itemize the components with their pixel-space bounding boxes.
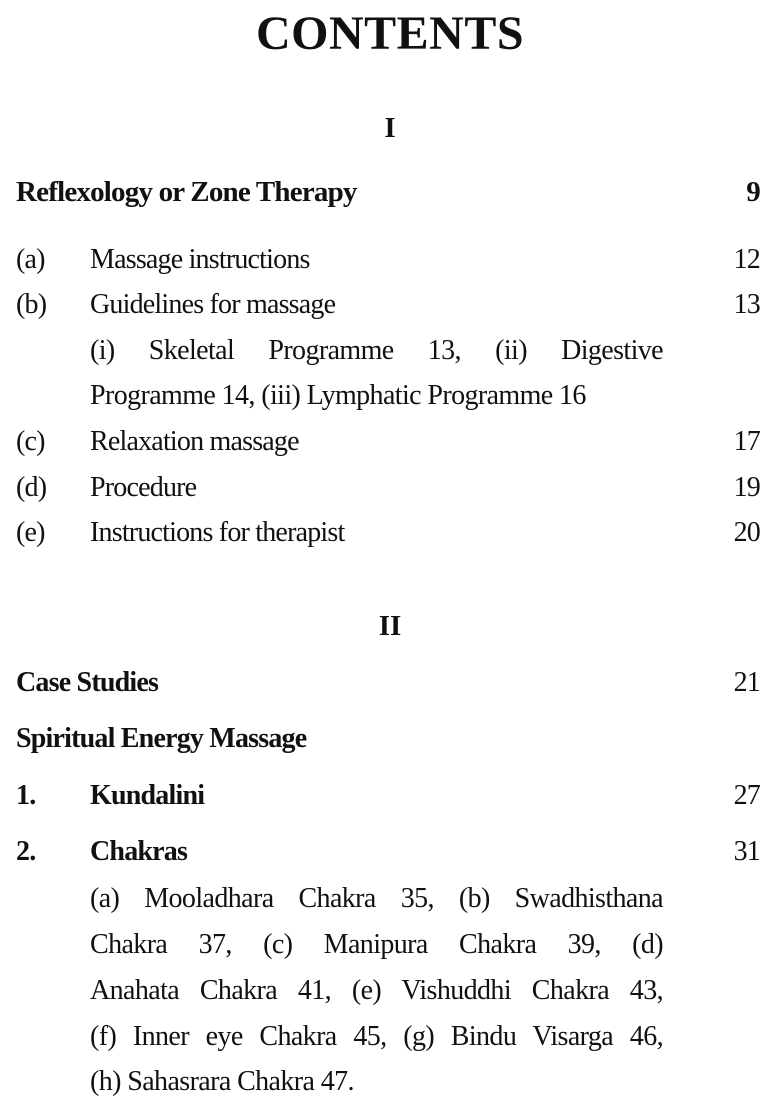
toc-subentry-line: (i) Skeletal Programme 13, (ii) Digestive: [90, 335, 663, 366]
toc-item-massage-instructions: Massage instructions: [90, 244, 310, 275]
toc-subentry-line: Programme 14, (iii) Lymphatic Programme 16: [90, 380, 586, 411]
toc-item-marker: (c): [16, 426, 45, 457]
toc-item-chakras: Chakras: [90, 836, 188, 867]
toc-item-page: 12: [733, 244, 760, 275]
toc-heading-reflexology: Reflexology or Zone Therapy: [16, 176, 357, 208]
toc-item-kundalini: Kundalini: [90, 780, 205, 811]
toc-item-procedure: Procedure: [90, 472, 197, 503]
toc-heading-case-studies: Case Studies: [16, 667, 159, 698]
toc-item-page: 20: [733, 517, 760, 548]
toc-item-page: 17: [733, 426, 760, 457]
toc-heading-spiritual-energy-massage: Spiritual Energy Massage: [16, 723, 307, 754]
toc-subentry-line: Anahata Chakra 41, (e) Vishuddhi Chakra 43,: [90, 975, 663, 1006]
toc-item-marker: 1.: [16, 780, 36, 811]
page-title: CONTENTS: [255, 7, 525, 60]
toc-item-marker: (b): [16, 289, 47, 320]
toc-item-marker: (d): [16, 472, 47, 503]
toc-item-marker: 2.: [16, 836, 36, 867]
toc-page-case-studies: 21: [733, 667, 760, 698]
toc-subentry-line: (f) Inner eye Chakra 45, (g) Bindu Visarga 46,: [90, 1021, 663, 1052]
toc-subentry-line: Chakra 37, (c) Manipura Chakra 39, (d): [90, 929, 663, 960]
toc-item-page: 31: [733, 836, 760, 867]
toc-item-marker: (a): [16, 244, 45, 275]
toc-item-page: 19: [733, 472, 760, 503]
toc-item-page: 27: [733, 780, 760, 811]
toc-page-reflexology: 9: [746, 176, 760, 208]
toc-item-guidelines-for-massage: Guidelines for massage: [90, 289, 336, 320]
toc-item-instructions-for-therapist: Instructions for therapist: [90, 517, 345, 548]
part-numeral-2: II: [378, 610, 402, 642]
toc-item-relaxation-massage: Relaxation massage: [90, 426, 299, 457]
part-numeral-1: I: [384, 112, 396, 144]
toc-subentry-line: (a) Mooladhara Chakra 35, (b) Swadhisthana: [90, 883, 663, 914]
toc-item-page: 13: [733, 289, 760, 320]
toc-item-marker: (e): [16, 517, 45, 548]
toc-subentry-line: (h) Sahasrara Chakra 47.: [90, 1066, 354, 1097]
